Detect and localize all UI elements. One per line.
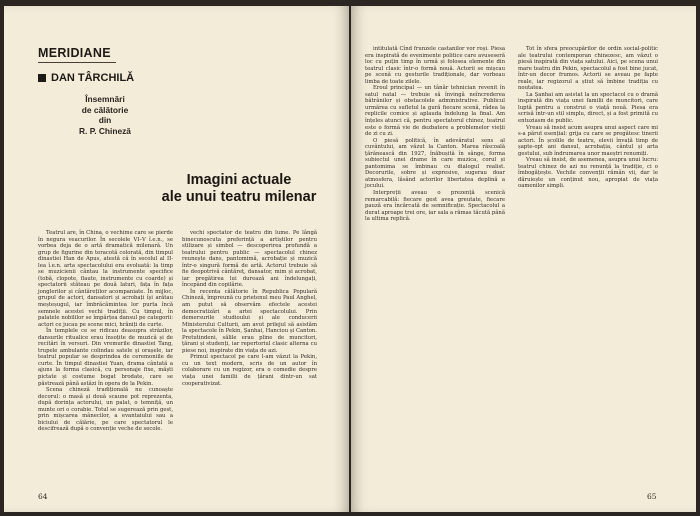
bullet-square-icon	[38, 74, 46, 82]
paragraph: Vreau să insist, de asemenea, asupra unui lucru: teatrul chinez de azi nu renunță la tradiție, ci o îmbogățește. Vechile convenții rămân vii, dar le dăruiește un conținut nou, apropiat de viața oamenilor simpli.	[518, 157, 658, 190]
title-line: Imagini actuale	[186, 172, 292, 188]
section-label: MERIDIANE	[38, 46, 111, 60]
paragraph: vechi spectator de teatru din lume. Pe lângă binecunoscuta preferință a artiștilor pentru stilizare și simbol — descoperirea profundă a teatrului pentru public — spectacolul chinez reunește dans, pantomimă, acrobație și muzică într-o singură formă de artă. Actorul trebuie să fie deopotrivă cântăreț, dansator, mim și acrobat, iar pregătirea lui durează ani îndelungați, începând din copilărie.	[182, 230, 317, 289]
page-number: 65	[647, 492, 657, 501]
right-column-1	[365, 46, 505, 223]
paragraph: Vreau să insist acum asupra unui aspect care mi s-a părut esențial: grija cu care se pregătesc tinerii actori. În școlile de teatru, elevii învață timp de șapte-opt ani dansul, acrobația, cântul și arta gestului, sub îndrumarea unor maeștri renumiți.	[518, 124, 658, 157]
paragraph: Tot în sfera preocupărilor de ordin social-politic ale teatrului contemporan chinezesc, am văzut o piesă inspirată din viața satului. Aici, pe scena unui mare teatru din Pekin, spectacolul a fost bine jucat, într-un decor frumos. Actorii se aveau pe fapte reale, iar regizorul a știut să îmbine tradiția cu noutatea.	[518, 46, 658, 92]
left-column-1	[38, 230, 173, 433]
subtitle-line: R. P. Chineză	[79, 125, 131, 136]
left-column-2	[182, 230, 317, 387]
subtitle-line: Însemnări	[85, 94, 125, 104]
paragraph: Eroul principal — un tânăr tehnician revenit în satul natal — trebuie să învingă neîncrederea bătrânilor și obstacolele administrative. Publicul urmărea cu sufletul la gură fiecare scenă, râdea la replicile comice și aplauda îndelung la final. Am înțeles atunci că, pentru spectatorul chinez, teatrul este o formă vie de dezbatere a problemelor vieții de zi cu zi.	[365, 85, 505, 138]
paragraph: Interpreții aveau o prezență scenică remarcabilă: fiecare gest avea greutate, fiecare pauză era încărcată de semnificație. Spectacolul a durat aproape trei ore, iar sala a rămas tăcută până la ultima replică.	[365, 190, 505, 223]
subtitle-line: de călătorie	[81, 104, 129, 115]
paragraph: În templele ce se ridicau deasupra străzilor, dansurile ritualice erau însoțite de muzică și de recitări în versuri. Din vremurile dinastiei Tang, trupele ambulante colindau satele și orașele, iar teatrul popular se desprindea de ceremoniile de curte. În timpul dinastiei Yuan, drama cântată a ajuns la forma clasică, cu personaje fixe, măști pictate și costume bogat brodate, care se păstrează până astăzi în opera de la Pekin.	[38, 328, 173, 387]
author-name: DAN TÂRCHILĂ	[51, 72, 135, 84]
right-page	[351, 6, 696, 512]
subtitle	[60, 94, 150, 136]
paragraph: intitulată Cînd frunzele castanilor vor roși. Piesa era inspirată de evenimente politice care avuseseră loc cu puțin timp în urmă și folosea elemente din teatrul clasic într-o formă nouă. Actorii se mișcau pe scenă cu gesturile tradiționale, dar vorbeau limba de toate zilele.	[365, 46, 505, 85]
left-page	[4, 6, 349, 512]
page-number: 64	[38, 492, 48, 501]
byline	[38, 72, 134, 84]
paragraph: În recenta călătorie în Republica Populară Chineză, împreună cu prietenul meu Paul Anghel, am putut să observăm efectele acestei democratizări a artei spectacolului. Prin demersurile studioului și ale conducerii Ministerului Culturii, am avut prilejul să asistăm la spectacole în Pekin, Șanhai, Hanciou și Canton. Pretutindeni, sălile erau pline de muncitori, țărani și studenți, iar repertoriul clasic alterna cu piese noi, inspirate din viața de azi.	[182, 288, 317, 354]
paragraph: O piesă politică, în adevăratul sens al cuvântului, am văzut la Canton. Marea răscoală țărănească din 1927, înăbușită în sânge, forma subiectul unei drame în care muzica, corul și pantomima se îmbinau cu dialogul realist. Decorurile, sobre și expresive, sugerau doar atmosfera, lăsând actorilor libertatea deplină a jocului.	[365, 137, 505, 190]
paragraph: Scena chineză tradițională nu cunoaște decorul: o masă și două scaune pot reprezenta, după dorința actorului, un palat, o temniță, un munte ori o corabie. Totul se sugerează prin gest, prin mișcarea mânecilor, a evantaiului sau a biciului de călărie, pe care spectatorul le descifrează după o convenție veche de secole.	[38, 387, 173, 433]
subtitle-line: din	[98, 115, 112, 125]
paragraph: Teatrul are, în China, o vechime care se pierde în negura veacurilor. În secolele VI–V î.e.n., se vorbea deja de o artă dramatică milenară. Un grup de figurine din teracotă colorată, din timpul dinastiei Han de Apus, atestă că în secolul al II-lea î.e.n. arta spectacolului era evoluată: la timp se muzicienii cântau la instrumente specifice (tobă, clopote, flaute, instrumente cu coarde) și spectatorii stăteau pe două laturi, fața în fața jonglerilor și cântăreților acompaniate. În mijloc, grupul de actori, dansatori și acrobați își arătau meșteșugul, iar îmbrăcămintea lor purta încă semnele acestei vechi tradiții. Cu timpul, în palatele nobililor se împărțea dansul pe categorii: actori ce jucau pe scene mici, hrăniți de curte.	[38, 230, 173, 328]
paragraph: La Șanhai am asistat la un spectacol cu o dramă inspirată din viața unei familii de muncitori, care luptă pentru a construi o viață nouă. Piesa era scrisă într-un stil simplu, direct, și a fost primită cu entuziasm de public.	[518, 91, 658, 125]
title-line: ale unui teatru milenar	[161, 189, 317, 205]
right-column-2	[518, 46, 658, 190]
article-title	[154, 172, 324, 206]
paragraph: Primul spectacol pe care l-am văzut la Pekin, cu un text modern, scris de un autor în colaborare cu un regizor, era o comedie despre viața unei familii de țărani dintr-un sat cooperativizat.	[182, 354, 317, 387]
section-rule	[38, 62, 116, 63]
